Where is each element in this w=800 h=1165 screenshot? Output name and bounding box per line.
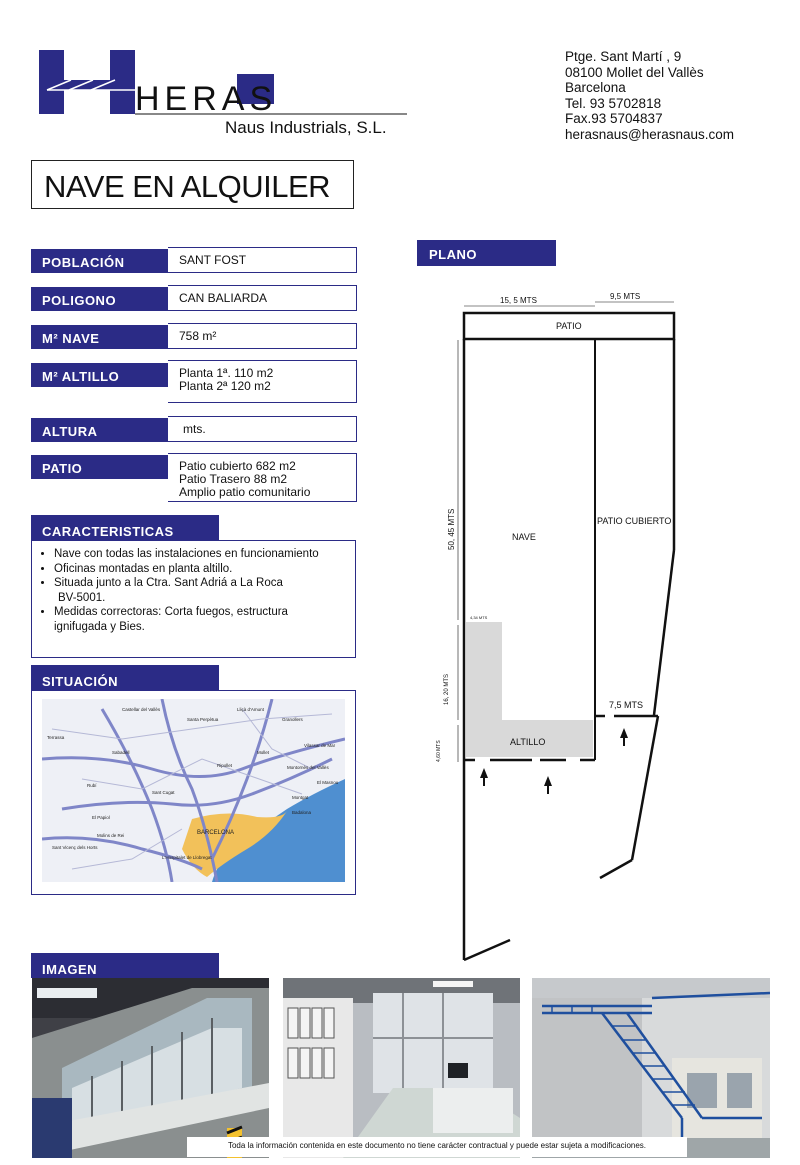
poligono-label: POLIGONO	[31, 287, 169, 311]
m2-altillo-line-2: Planta 2ª 120 m2	[179, 379, 271, 393]
situacion-heading: SITUACIÓN	[31, 665, 219, 690]
map-label: Sabadell	[112, 750, 130, 755]
map-label: BARCELONA	[197, 830, 235, 836]
situacion-map-box	[31, 690, 356, 895]
altura-label: ALTURA	[31, 418, 169, 442]
map-label: Sant Vicenç dels Horts	[52, 845, 98, 850]
altura-value: mts.	[168, 416, 357, 442]
dim-top-left: 15, 5 MTS	[500, 296, 537, 305]
list-item: • Nave con todas las instalaciones en funcionamiento	[54, 547, 355, 562]
m2-altillo-label: M² ALTILLO	[31, 363, 169, 387]
floor-plan[interactable]	[400, 280, 700, 970]
dim-bottom-height: 4,60 MTS	[436, 740, 442, 762]
patio-line-2: Patio Trasero 88 m2	[179, 472, 288, 486]
caracteristicas-box	[31, 540, 356, 658]
map-label: Sant Cugat	[152, 790, 175, 795]
map-label: Granollers	[282, 717, 303, 722]
m2-nave-label: M² NAVE	[31, 325, 169, 349]
plan-label-altillo: ALTILLO	[510, 737, 546, 747]
poblacion-label: POBLACIÓN	[31, 249, 169, 273]
m2-nave-value: 758 m²	[168, 323, 357, 349]
map-label: Santa Perpètua	[187, 717, 219, 722]
address-street: Ptge. Sant Martí , 9	[565, 49, 682, 64]
plano-heading: PLANO	[417, 240, 556, 266]
poblacion-value: SANT FOST	[168, 247, 357, 273]
map-label: Ripollet	[217, 763, 233, 768]
page-title-box	[31, 160, 354, 209]
map-label: El Papiol	[92, 815, 110, 820]
map-label: Vilassar de Mar	[304, 743, 336, 748]
map-label: El Masnou	[317, 780, 339, 785]
door-arrow-icon	[620, 728, 628, 746]
m2-altillo-line-1: Planta 1ª. 110 m2	[179, 366, 274, 380]
plan-right-wall-slant	[654, 550, 674, 715]
address-phone: Tel. 93 5702818	[565, 95, 662, 111]
company-address	[565, 49, 734, 142]
dim-right-width: 7,5 MTS	[609, 700, 644, 710]
map-label: Mollet	[257, 750, 270, 755]
address-fax: Fax.93 5704837	[565, 111, 663, 126]
caracteristicas-heading: CARACTERISTICAS	[31, 515, 219, 540]
imagen-heading: IMAGEN	[31, 953, 219, 978]
address-email[interactable]: herasnaus@herasnaus.com	[565, 126, 735, 142]
map-label: Lliçà d'Amunt	[237, 707, 264, 712]
dim-top-right: 9,5 MTS	[610, 292, 641, 301]
map-label: Montornès del Vallès	[287, 765, 329, 770]
dim-small-width: 4,34 MTS	[470, 615, 488, 620]
map-label: Molins de Rei	[97, 833, 125, 838]
location-map[interactable]	[42, 699, 345, 882]
patio-line-1: Patio cubierto 682 m2	[179, 459, 296, 473]
map-label: Terrassa	[47, 735, 65, 740]
legal-disclaimer: Toda la información contenida en este documento no tiene carácter contractual y puede estar sujeta a modificaciones.	[187, 1137, 687, 1157]
patio-label: PATIO	[31, 455, 169, 479]
dim-mid-height: 16, 20 MTS	[444, 673, 450, 705]
plan-label-nave: NAVE	[512, 532, 536, 542]
map-label: L'Hospitalet de Llobregat	[162, 855, 212, 860]
plan-label-patio-cubierto: PATIO CUBIERTO	[597, 516, 672, 526]
caracteristicas-list	[32, 547, 355, 634]
m2-altillo-value	[168, 360, 357, 403]
page-title: NAVE EN ALQUILER	[44, 169, 331, 204]
map-label: Castellar del Vallès	[122, 707, 161, 712]
photo-office-interior	[283, 978, 520, 1158]
photo-warehouse-mezzanine	[32, 978, 269, 1158]
patio-line-3: Amplio patio comunitario	[179, 485, 311, 499]
list-item: • Oficinas montadas en planta altillo.	[54, 562, 355, 577]
plan-label-patio: PATIO	[556, 321, 582, 331]
logo-text: HERAS	[135, 80, 278, 118]
photo-staircase	[532, 978, 770, 1158]
list-item: • Medidas correctoras: Corta fuegos, estructura ignifugada y Bies.	[54, 605, 355, 634]
address-city: 08100 Mollet del Vallès	[565, 64, 704, 80]
address-province: Barcelona	[565, 80, 626, 95]
door-arrow-icon	[480, 768, 488, 786]
patio-value	[168, 453, 357, 502]
dim-left-height: 50, 45 MTS	[447, 508, 456, 550]
map-label: Rubí	[87, 783, 97, 788]
poligono-value: CAN BALIARDA	[168, 285, 357, 311]
company-subtitle: Naus Industrials, S.L.	[225, 118, 387, 137]
map-label: Badalona	[292, 810, 312, 815]
list-item: • Situada junto a la Ctra. Sant Adriá a La Roca BV-5001.	[54, 576, 355, 605]
door-arrow-icon	[544, 776, 552, 794]
map-label: Montgat	[292, 795, 309, 800]
